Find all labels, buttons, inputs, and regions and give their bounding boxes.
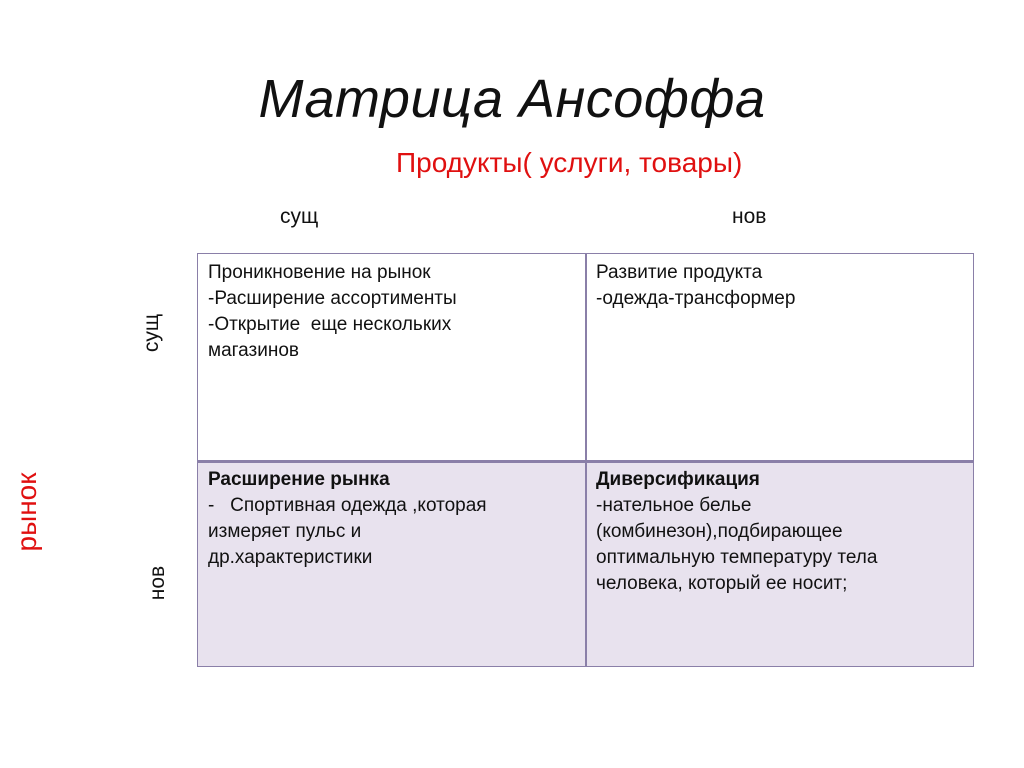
products-axis-label: Продукты( услуги, товары) bbox=[396, 147, 743, 178]
cell-heading: Проникновение на рынок bbox=[208, 262, 431, 283]
cell-heading: Диверсификация bbox=[596, 469, 760, 490]
cell-line: измеряет пульс и bbox=[208, 521, 362, 542]
cell-market-penetration bbox=[198, 254, 586, 461]
cell-heading: Расширение рынка bbox=[208, 469, 390, 490]
cell-line: -нательное белье bbox=[596, 495, 752, 516]
row-label-new: нов bbox=[146, 565, 169, 601]
cell-line: -одежда-трансформер bbox=[596, 288, 796, 309]
slide-title: Матрица Ансоффа bbox=[258, 69, 766, 129]
cell-diversification bbox=[586, 461, 973, 666]
cell-line: - Спортивная одежда ,которая bbox=[208, 495, 487, 516]
cell-product-development bbox=[586, 254, 973, 461]
market-axis-label: рынок bbox=[11, 472, 42, 552]
ansoff-matrix bbox=[197, 253, 974, 667]
row-label-existing: сущ bbox=[140, 313, 163, 353]
cell-line: человека, который ее носит; bbox=[596, 573, 848, 594]
cell-heading: Развитие продукта bbox=[596, 262, 763, 283]
cell-line: др.характеристики bbox=[208, 547, 373, 568]
cell-line: -Расширение ассортименты bbox=[208, 288, 457, 309]
grid-divider-horizontal bbox=[198, 460, 973, 463]
column-label-existing: сущ bbox=[280, 205, 319, 228]
cell-line: (комбинезон),подбирающее bbox=[596, 521, 843, 542]
cell-line: оптимальную температуру тела bbox=[596, 547, 878, 568]
cell-line: магазинов bbox=[208, 340, 299, 361]
cell-market-development bbox=[198, 461, 586, 666]
column-label-new: нов bbox=[732, 205, 767, 228]
cell-line: -Открытие еще нескольких bbox=[208, 314, 452, 335]
